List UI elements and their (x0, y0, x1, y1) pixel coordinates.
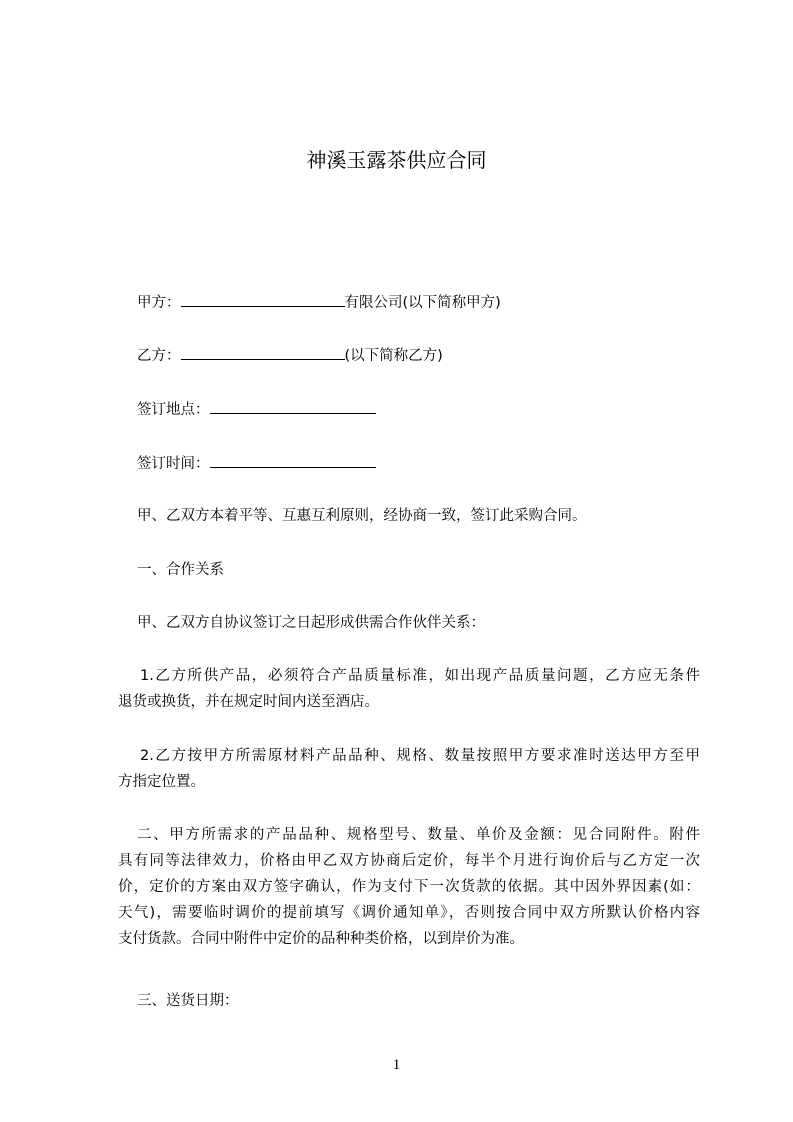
page-number: 1 (392, 1057, 401, 1073)
sign-place-line (137, 399, 376, 419)
section2-line: 二、甲方所需求的产品品种、规格型号、数量、单价及金额：见合同附件。附件 (137, 827, 700, 843)
section2-line: 具有同等法律效力，价格由甲乙双方协商后定价，每半个月进行询价后与乙方定一次 (118, 853, 700, 869)
sign-time-line (137, 453, 376, 473)
section2-line: 天气)，需要临时调价的提前填写《调价通知单》，否则按合同中双方所默认价格内容 (118, 905, 700, 921)
sign-time-label: 签订时间： (137, 456, 210, 472)
section3-heading: 三、送货日期： (137, 993, 239, 1009)
party-a-suffix: 有限公司(以下简称甲方) (344, 295, 501, 311)
item2-line: 2.乙方按甲方所需原材料产品品种、规格、数量按照甲方要求准时送达甲方至甲 (140, 748, 700, 764)
item1-line: 1.乙方所供产品，必须符合产品质量标准，如出现产品质量问题，乙方应无条件 (140, 668, 700, 684)
party-b-suffix: (以下简称乙方) (344, 348, 443, 364)
section2-line: 价，定价的方案由双方签字确认，作为支付下一次货款的依据。其中因外界因素(如： (118, 879, 700, 895)
section2-line: 支付货款。合同中附件中定价的品种种类价格，以到岸价为准。 (118, 931, 524, 947)
party-a-label: 甲方： (137, 295, 181, 311)
page-title: 神溪玉露茶供应合同 (306, 148, 487, 172)
item2-line: 方指定位置。 (118, 774, 205, 790)
section1-heading: 一、合作关系 (137, 562, 224, 578)
party-a-line (137, 292, 501, 312)
intro-paragraph: 甲、乙双方本着平等、互惠互利原则，经协商一致，签订此采购合同。 (137, 508, 587, 524)
sign-place-blank[interactable] (210, 399, 376, 414)
sign-time-blank[interactable] (210, 453, 376, 468)
section1-lead: 甲、乙双方自协议签订之日起形成供需合作伙伴关系： (137, 615, 485, 631)
party-b-blank[interactable] (181, 345, 345, 360)
party-a-blank[interactable] (181, 292, 345, 307)
sign-place-label: 签订地点： (137, 402, 210, 418)
party-b-line (137, 345, 443, 365)
item1-line: 退货或换货，并在规定时间内送至酒店。 (118, 694, 379, 710)
party-b-label: 乙方： (137, 348, 181, 364)
